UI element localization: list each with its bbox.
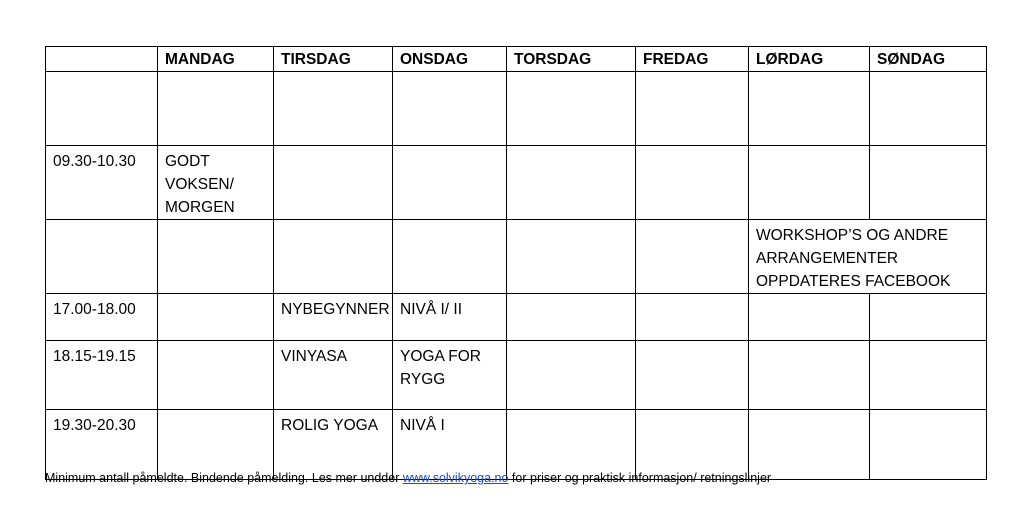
class-line: MORGEN	[165, 199, 235, 216]
class-cell	[507, 72, 636, 146]
class-cell	[749, 294, 870, 341]
class-cell	[274, 220, 393, 294]
workshop-line: WORKSHOP’S OG ANDRE	[756, 227, 949, 244]
day-header-wednesday: ONSDAG	[393, 47, 507, 72]
class-line: GODT	[165, 153, 210, 170]
day-header-tuesday: TIRSDAG	[274, 47, 393, 72]
class-cell	[636, 72, 749, 146]
table-row	[46, 341, 987, 410]
class-cell	[870, 410, 987, 480]
class-cell	[507, 410, 636, 480]
class-cell	[870, 294, 987, 341]
weekly-schedule-table	[45, 46, 987, 480]
class-cell	[274, 146, 393, 220]
website-link[interactable]: www.solvikyoga.no	[402, 471, 509, 485]
class-cell	[393, 220, 507, 294]
table-row	[46, 294, 987, 341]
class-cell	[749, 72, 870, 146]
class-cell	[507, 220, 636, 294]
class-cell-godt-voksen	[158, 146, 274, 220]
class-cell: NYBEGYNNER	[274, 294, 393, 341]
class-cell	[274, 72, 393, 146]
header-row	[46, 47, 987, 72]
table-row	[46, 146, 987, 220]
time-header	[46, 47, 158, 72]
workshop-line: ARRANGEMENTER	[756, 250, 899, 267]
time-cell: 18.15-19.15	[46, 341, 158, 410]
time-cell	[46, 72, 158, 146]
class-cell	[749, 146, 870, 220]
day-header-thursday: TORSDAG	[507, 47, 636, 72]
table-row	[46, 410, 987, 480]
time-cell: 09.30-10.30	[46, 146, 158, 220]
class-cell	[749, 410, 870, 480]
class-cell: NIVÅ I	[393, 410, 507, 480]
class-cell	[158, 410, 274, 480]
footer-text-after: for priser og praktisk informasjon/ retningslinjer	[508, 471, 772, 485]
class-cell	[749, 341, 870, 410]
class-cell	[158, 294, 274, 341]
class-cell: VINYASA	[274, 341, 393, 410]
footer-note	[45, 470, 771, 486]
time-cell	[46, 220, 158, 294]
footer-text-before: Minimum antall påmeldte. Bindende påmelding. Les mer undder	[45, 471, 403, 485]
class-cell	[507, 341, 636, 410]
day-header-friday: FREDAG	[636, 47, 749, 72]
class-cell	[636, 146, 749, 220]
workshop-notice-cell	[749, 220, 987, 294]
class-line: VOKSEN/	[165, 176, 234, 193]
class-cell	[158, 72, 274, 146]
class-cell	[507, 294, 636, 341]
class-cell	[507, 146, 636, 220]
class-cell	[870, 72, 987, 146]
class-cell	[636, 341, 749, 410]
class-cell	[636, 410, 749, 480]
workshop-line: OPPDATERES FACEBOOK	[756, 273, 951, 290]
class-cell	[636, 220, 749, 294]
class-cell	[158, 220, 274, 294]
class-cell	[870, 341, 987, 410]
class-cell: NIVÅ I/ II	[393, 294, 507, 341]
time-cell: 19.30-20.30	[46, 410, 158, 480]
class-cell: ROLIG YOGA	[274, 410, 393, 480]
class-cell	[158, 341, 274, 410]
class-cell: YOGA FOR RYGG	[393, 341, 507, 410]
class-cell	[393, 72, 507, 146]
class-cell	[636, 294, 749, 341]
class-cell	[393, 146, 507, 220]
table-row	[46, 72, 987, 146]
class-cell	[870, 146, 987, 220]
day-header-monday: MANDAG	[158, 47, 274, 72]
time-cell: 17.00-18.00	[46, 294, 158, 341]
day-header-saturday: LØRDAG	[749, 47, 870, 72]
table-row	[46, 220, 987, 294]
day-header-sunday: SØNDAG	[870, 47, 987, 72]
